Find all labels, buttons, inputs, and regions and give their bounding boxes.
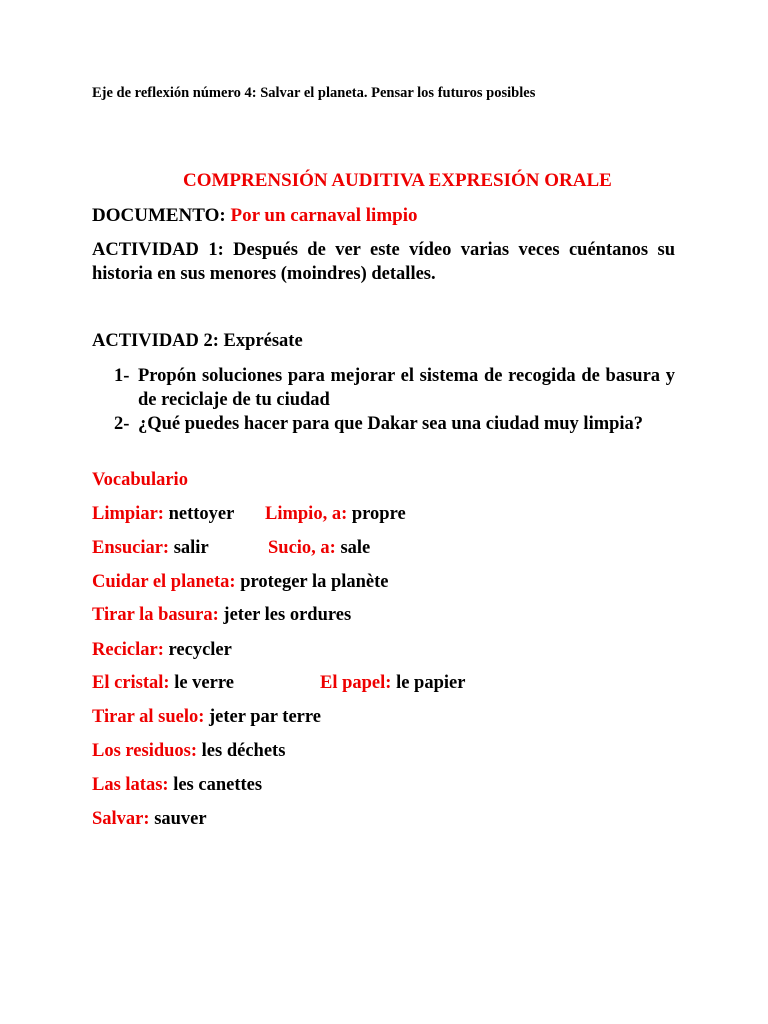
document-line (92, 205, 418, 227)
vocab-pair (268, 538, 370, 559)
vocab-definition: proteger la planète (240, 572, 389, 592)
list-item (114, 412, 675, 436)
vocab-definition: les déchets (201, 741, 286, 761)
vocab-definition: le papier (396, 673, 466, 693)
vocabulary-title: Vocabulario (92, 470, 188, 490)
list-item-text: ¿Qué puedes hacer para que Dakar sea una ciudad muy limpia? (138, 414, 644, 434)
list-item-text: Propón soluciones para mejorar el sistema de recogida de basura y de reciclaje de tu ciudad (138, 366, 675, 410)
vocab-pair (320, 673, 465, 694)
vocab-row (92, 504, 406, 525)
vocab-term: Tirar al suelo: (92, 707, 205, 727)
vocab-pair (265, 504, 406, 525)
list-item (114, 364, 675, 412)
list-item-number: 2- (114, 414, 130, 434)
vocab-row (92, 707, 321, 728)
vocab-term: Ensuciar: (92, 538, 170, 558)
vocab-definition: le verre (174, 673, 234, 693)
vocab-row (92, 572, 389, 593)
vocab-row (92, 673, 466, 694)
vocab-definition: jeter par terre (209, 707, 321, 727)
vocab-term: El cristal: (92, 673, 170, 693)
vocab-term: Limpio, a: (265, 504, 348, 524)
page-title: COMPRENSIÓN AUDITIVA EXPRESIÓN ORALE (183, 170, 612, 191)
vocab-term: El papel: (320, 673, 392, 693)
vocab-definition: propre (351, 504, 406, 524)
vocab-definition: sauver (154, 809, 207, 829)
vocab-row (92, 809, 207, 830)
vocab-term: Tirar la basura: (92, 605, 219, 625)
document-name: Por un carnaval limpio (230, 205, 418, 226)
vocab-term: Las latas: (92, 775, 169, 795)
vocab-row (92, 741, 285, 762)
vocab-definition: recycler (168, 640, 232, 660)
document-label: DOCUMENTO: (92, 205, 226, 226)
vocab-row (92, 605, 351, 626)
vocab-term: Cuidar el planeta: (92, 572, 236, 592)
list-item-number: 1- (114, 366, 130, 386)
vocab-row (92, 640, 232, 661)
vocab-term: Reciclar: (92, 640, 164, 660)
vocab-term: Limpiar: (92, 504, 164, 524)
vocab-definition: les canettes (173, 775, 263, 795)
activity-1: ACTIVIDAD 1: Después de ver este vídeo varias veces cuéntanos su historia en sus menores (moindres) detalles. (92, 240, 675, 284)
vocab-row (92, 538, 371, 559)
activity-2-list (114, 364, 675, 436)
vocab-definition: nettoyer (168, 504, 235, 524)
page-header: Eje de reflexión número 4: Salvar el planeta. Pensar los futuros posibles (92, 85, 536, 101)
vocab-term: Los residuos: (92, 741, 198, 761)
activity-2-title: ACTIVIDAD 2: Exprésate (92, 331, 303, 351)
vocab-row (92, 775, 262, 796)
vocab-definition: salir (173, 538, 209, 558)
vocab-term: Salvar: (92, 809, 150, 829)
vocab-term: Sucio, a: (268, 538, 336, 558)
vocab-definition: sale (340, 538, 371, 558)
vocab-definition: jeter les ordures (223, 605, 352, 625)
